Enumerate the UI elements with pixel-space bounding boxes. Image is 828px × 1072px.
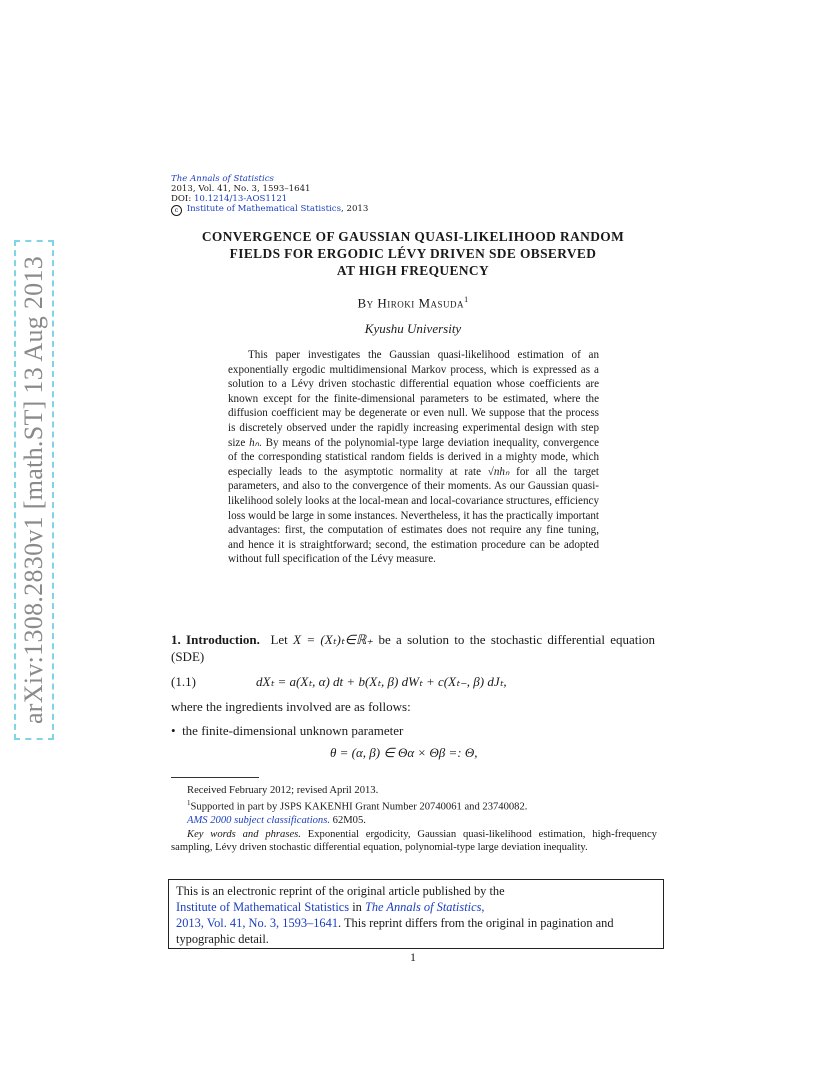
author-name: Hiroki Masuda [377, 295, 465, 311]
title-line-1: CONVERGENCE OF GAUSSIAN QUASI-LIKELIHOOD RANDOM [201, 229, 625, 244]
support-footnote-marker: 1 [187, 799, 191, 808]
sde-equation: dXₜ = a(Xₜ, α) dt + b(Xₜ, β) dWₜ + c(Xₜ₋, β) dJₜ, [256, 674, 507, 689]
journal-name[interactable]: The Annals of Statistics [171, 174, 274, 184]
bullet-icon: • [171, 723, 176, 738]
ams-code: 62M05. [330, 815, 366, 827]
footnote-divider [171, 777, 259, 778]
journal-volume: 2013, Vol. 41, No. 3, 1593–1641 [171, 184, 311, 194]
author-prefix: By [357, 295, 378, 311]
copyright-org-link[interactable]: Institute of Mathematical Statistics [186, 204, 342, 214]
abstract-part-3: for all the target parameters, and also to the convergence of their moments. As our Gaussian quasi-likelihood solely looks at the local-mean and local-covariance structures, efficiency loss would be large in some instances. Nevertheless, it has the practically important advantages: first, the computation of estimates does not require any fine tuning, and hence it is straightforward; second, the estimation procedure can be adopted without full specification of the Lévy measure. [228, 465, 599, 566]
parameter-equation: θ = (α, β) ∈ Θα × Θβ =: Θ, [330, 745, 478, 760]
support-text: Supported in part by JSPS KAKENHI Grant Number 20740061 and 23740082. [190, 801, 528, 813]
author-line [150, 295, 676, 311]
abstract-part-1: This paper investigates the Gaussian quasi-likelihood estimation of an exponentially ergodic multidimensional Markov process, which is expressed as a solution to a Lévy driven stochastic differential equation whose coefficients are known except for the finite-dimensional parameters to be estimated, where the diffusion coefficient may be degenerate or even null. We suppose that the process is discretely observed under the rapidly increasing experimental design with step size [228, 349, 599, 449]
reprint-journal-link[interactable]: The Annals of Statistics [364, 900, 482, 914]
process-definition: X = (Xₜ)ₜ∈ℝ₊ [293, 632, 374, 647]
abstract [228, 348, 599, 567]
intro-text-a: Let [270, 632, 294, 647]
support-note [171, 797, 657, 814]
reprint-org-link[interactable]: Institute of Mathematical Statistics [176, 900, 350, 914]
paper-title [150, 228, 676, 279]
keywords-label: Key words and phrases. [187, 828, 301, 840]
reprint-comma: , [481, 900, 485, 914]
arxiv-identifier-stamp [14, 240, 54, 740]
arxiv-identifier-text: arXiv:1308.2830v1 [math.ST] 13 Aug 2013 [19, 255, 49, 725]
bullet-text: the finite-dimensional unknown parameter [182, 723, 404, 738]
section-heading: 1. Introduction. [171, 632, 260, 647]
ams-label-link[interactable]: AMS 2000 subject classifications. [187, 815, 331, 827]
keywords-note [171, 828, 657, 855]
received-note: Received February 2012; revised April 2013. [187, 785, 379, 796]
introduction-paragraph [171, 631, 655, 665]
reprint-citation-link[interactable]: 2013, Vol. 41, No. 3, 1593–1641 [176, 916, 339, 930]
copyright-year: , 2013 [341, 204, 369, 214]
author-footnote-marker[interactable]: 1 [464, 295, 469, 304]
bullet-item [171, 722, 655, 739]
reprint-line-1: This is an electronic reprint of the original article published by the [176, 884, 505, 898]
footnotes [171, 784, 657, 855]
doi-link[interactable]: 10.1214/13-AOS1121 [193, 194, 288, 204]
affiliation: Kyushu University [364, 321, 462, 336]
ams-classification [171, 814, 657, 827]
doi-prefix: DOI: [171, 194, 194, 204]
copyright-line [171, 204, 368, 216]
title-line-3: AT HIGH FREQUENCY [336, 263, 490, 278]
equation-number: (1.1) [171, 674, 196, 689]
reprint-notice-box [168, 879, 664, 949]
title-line-2: FIELDS FOR ERGODIC LÉVY DRIVEN SDE OBSERVED [229, 246, 597, 261]
abstract-rate: √nhₙ [487, 465, 510, 478]
where-line: where the ingredients involved are as follows: [171, 699, 411, 714]
abstract-step-size: hₙ [249, 436, 260, 449]
reprint-in: in [349, 900, 365, 914]
reprint-rest: . This reprint differs from the original in pagination and typographic detail. [176, 916, 614, 946]
journal-doi-line [171, 194, 368, 204]
abstract-part-2: . By means of the polynomial-type large deviation inequality, convergence of the corresponding statistical random fields is derived in a mighty mode, which especially leads to the asymptotic normality at rate [228, 436, 599, 478]
intro-text-b: be a solution to the stochastic differential equation (SDE) [171, 632, 656, 664]
page-number: 1 [410, 950, 416, 964]
keywords-text: Exponential ergodicity, Gaussian quasi-likelihood estimation, high-frequency sampling, Lévy driven stochastic differential equation, polynomial-type large deviation inequality. [171, 828, 657, 854]
journal-info [171, 174, 368, 216]
copyright-icon: c [171, 205, 182, 216]
